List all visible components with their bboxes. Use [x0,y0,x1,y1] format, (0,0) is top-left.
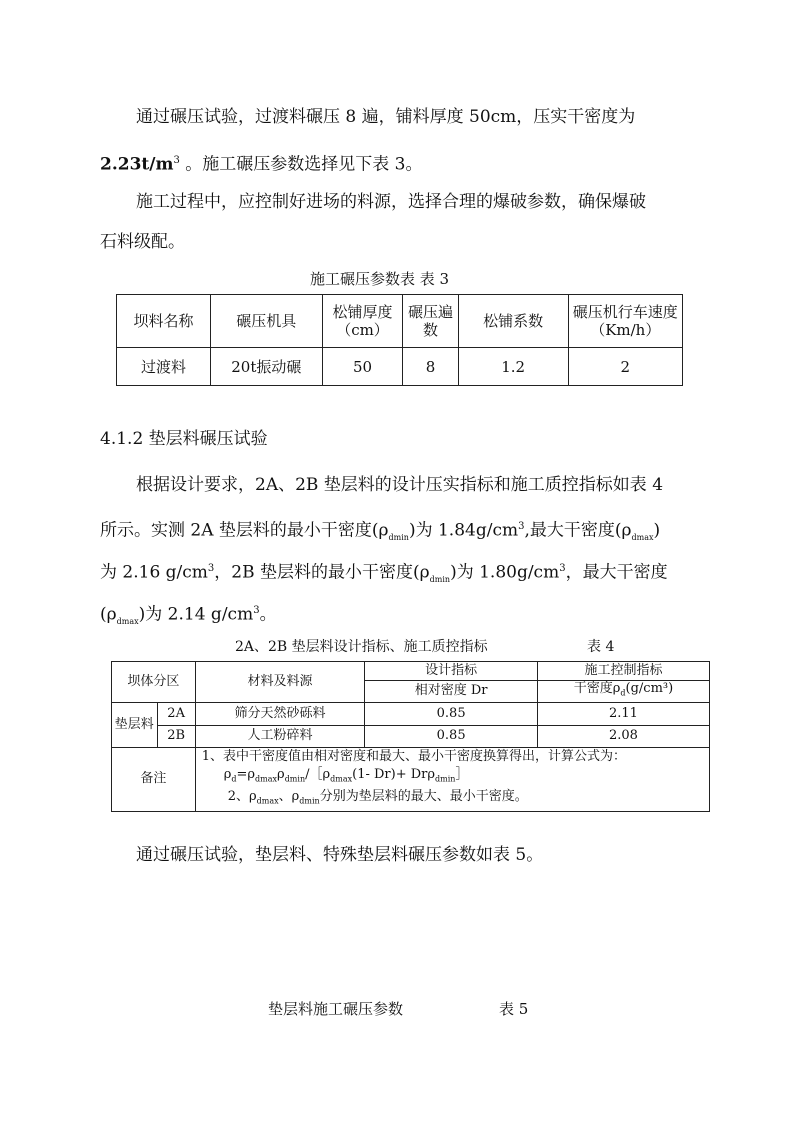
superscript: 3 [253,605,260,616]
table-4-number: 表 4 [587,639,615,655]
group-label: 垫层料 [112,702,158,747]
paragraph-2-line-1: 施工过程中，应控制好进场的料源，选择合理的爆破参数，确保爆破 [136,192,646,212]
text-run: ) [653,520,661,541]
superscript: 3 [518,521,525,532]
subscript: d [620,688,626,698]
table-5-caption: 垫层料施工碾压参数 [268,1000,404,1018]
material-header: 材料及料源 [195,662,365,703]
unit-superscript: 3 [173,155,180,166]
design-index-header: 设计指标 [365,662,538,681]
dr-cell: 0.85 [365,702,538,725]
text-run: 、ρ [278,789,300,805]
text-run: (g/cm³) [625,681,674,696]
table-3-header-cell: 坝料名称 [117,295,211,348]
notes-label: 备注 [112,747,196,811]
paragraph-1-line-2-text: 。施工碾压参数选择见下表 3。 [179,154,423,175]
text-run: =ρ [236,766,256,782]
subscript: dmax [256,796,279,806]
text-run: 所示。实测 2A 垫层料的最小干密度(ρ [100,520,389,541]
note-line-3 [202,788,709,811]
subscript: dmin [284,774,306,784]
table-4 [111,661,710,812]
subscript: dmax [631,533,654,543]
text-run: ρ [277,766,285,782]
table-3 [116,294,683,386]
text-run: ρ [223,766,232,782]
table-4-header-row [112,662,710,681]
paragraph-1-line-2 [100,150,700,176]
text-run: (1- Dr)+ Drρ [352,766,436,782]
subscript: dmin [429,575,451,585]
text-run: )为 2.14 g/cm [138,604,254,625]
table-cell: 过渡料 [117,348,211,386]
superscript: 3 [207,563,215,574]
table-4-caption: 2A、2B 垫层料设计指标、施工质控指标 [235,639,488,655]
section-heading: 4.1.2 垫层料碾压试验 [100,429,268,449]
subscript: dmax [330,774,353,784]
text-run: ］ [455,766,469,782]
text-run: 。 [259,604,277,625]
subscript: dmax [116,617,139,627]
material-cell: 筛分天然砂砾料 [195,702,365,725]
text-run: ,最大干密度(ρ [524,520,632,541]
table-3-header-cell: 松铺厚度（cm） [322,295,403,348]
table-row [112,725,710,747]
note-line-2-formula [202,766,709,789]
table-cell: 2 [568,348,682,386]
table-3-header-cell: 碾压机具 [210,295,322,348]
zone-code: 2A [157,702,195,725]
text-run: 为 2.16 g/cm [100,562,208,583]
table-cell: 1.2 [458,348,568,386]
paragraph-2-line-2: 石料级配。 [100,232,185,252]
paragraph-4: 通过碾压试验，垫层料、特殊垫层料碾压参数如表 5。 [136,845,544,865]
text-run: (ρ [100,604,117,625]
material-cell: 人工粉碎料 [195,725,365,747]
paragraph-3-line-2 [100,516,700,549]
subscript: dmin [299,796,320,806]
density-cell: 2.08 [537,725,709,747]
relative-density-header: 相对密度 Dr [365,681,538,703]
table-3-header-cell: 碾压机行车速度（Km/h） [568,295,682,348]
text-run: 2、ρ [227,789,257,805]
table-row [112,702,710,725]
table-cell: 50 [322,348,403,386]
text-run: ，最大干密度 [565,562,668,583]
table-5-number: 表 5 [499,1000,529,1018]
note-line-1: 1、表中干密度值由相对密度和最大、最小干密度换算得出，计算公式为： [201,748,626,764]
subscript: d [231,774,237,784]
zone-code: 2B [157,725,195,747]
text-run: 干密度ρ [573,681,621,696]
density-cell: 2.11 [537,702,709,725]
dry-density-header [537,681,709,703]
density-value: 2.23t/m [100,154,174,175]
text-run: )为 1.84g/cm [408,520,519,541]
table-3-caption: 施工碾压参数表 表 3 [310,270,450,288]
subscript: dmin [388,533,409,543]
table-3-header-row [117,295,683,348]
notes-content [195,747,709,811]
paragraph-3-line-1: 根据设计要求，2A、2B 垫层料的设计压实指标和施工质控指标如表 4 [136,475,664,495]
paragraph-1-line-1: 通过碾压试验，过渡料碾压 8 遍，铺料厚度 50cm，压实干密度为 [136,107,636,127]
control-index-header: 施工控制指标 [537,662,709,681]
dr-cell: 0.85 [365,725,538,747]
subscript: dmax [255,774,278,784]
superscript: 3 [559,563,566,574]
text-run: ，2B 垫层料的最小干密度(ρ [214,562,430,583]
table-3-header-cell: 碾压遍数 [403,295,458,348]
paragraph-3-line-4 [100,600,700,633]
zone-header: 坝体分区 [112,662,196,703]
table-cell: 8 [403,348,458,386]
text-run: )为 1.80g/cm [450,562,560,583]
subscript: dmin [435,774,456,784]
paragraph-3-line-3 [100,558,700,591]
table-3-header-cell: 松铺系数 [458,295,568,348]
table-row [117,348,683,386]
text-run: /［ρ [305,766,331,782]
text-run: 分别为垫层料的最大、最小干密度。 [319,789,528,805]
notes-row [112,747,710,811]
table-cell: 20t振动碾 [210,348,322,386]
